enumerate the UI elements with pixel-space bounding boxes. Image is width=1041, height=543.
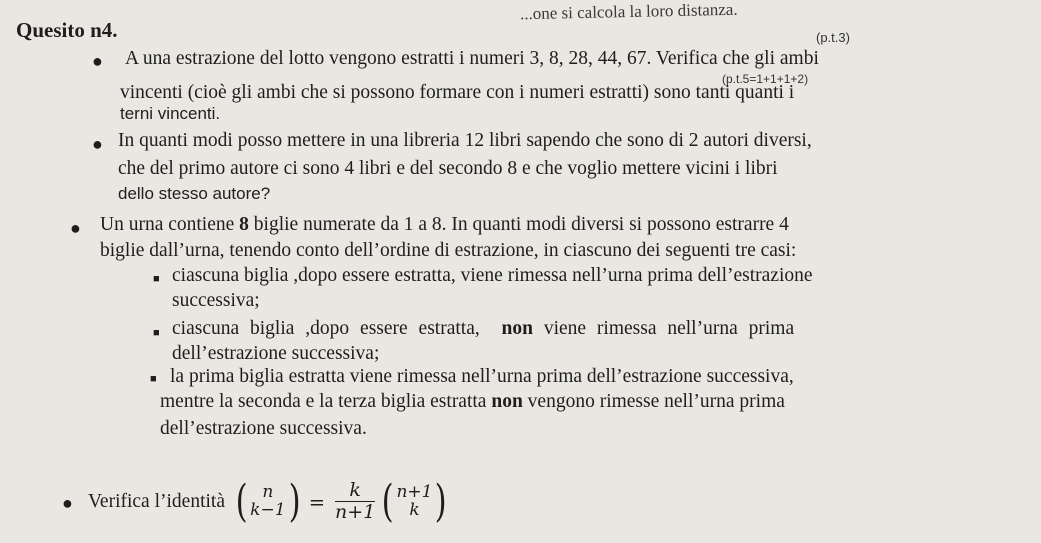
equals-sign: = [308,490,326,514]
binomial-rhs: ( n+1 k ) [381,476,448,527]
item2-line2: che del primo autore ci sono 4 libri e del secondo 8 e che voglio mettere vicini i libri [118,158,778,179]
case-b-line1: ciascuna biglia ,dopo essere estratta, non viene rimessa nell’urna prima [172,318,795,339]
item2-line1: In quanti modi posso mettere in una libreria 12 libri sapendo che sono di 2 autori diversi, [118,130,812,151]
case-c-line2: mentre la seconda e la terza biglia estratta non vengono rimesse nell’urna prima [160,391,785,412]
bullet-icon: ● [92,51,103,71]
cut-off-line: ...one si calcola la loro distanza. [519,0,738,24]
item1-line3: terni vincenti. [120,104,221,123]
square-bullet-icon: ■ [153,273,160,285]
points-breakdown: (p.t.5=1+1+1+2) [722,72,809,86]
case-c-line3: dell’estrazione successiva. [160,418,367,439]
item2-line3: dello stesso autore? [118,184,271,203]
item1-line2: vincenti (cioè gli ambi che si possono formare con i numeri estratti) sono tanti quanti i [120,82,795,103]
item3-line2: biglie dall’urna, tenendo conto dell’ordine di estrazione, in ciascuno dei seguenti tre casi: [100,240,797,261]
question-title: Quesito n4. [16,18,118,42]
square-bullet-icon: ■ [150,373,157,385]
case-b-line2: dell’estrazione successiva; [172,343,380,364]
fraction: $\frac{k}{n+1}$ [335,479,376,524]
square-bullet-icon: ■ [153,327,160,339]
item1-line1: A una estrazione del lotto vengono estratti i numeri 3, 8, 28, 44, 67. Verifica che gli ambi [125,48,819,69]
identity-text: Verifica l’identità [88,491,225,512]
case-a-line2: successiva; [172,290,260,311]
bullet-icon: ● [62,493,73,513]
bullet-icon: ● [92,134,103,154]
binomial-lhs: ( n k−1 ) [235,476,301,527]
case-a-line1: ciascuna biglia ,dopo essere estratta, viene rimessa nell’urna prima dell’estrazione [172,265,813,286]
case-c-line1: la prima biglia estratta viene rimessa nell’urna prima dell’estrazione successiva, [170,366,794,387]
points-label: (p.t.3) [816,30,850,45]
identity-line [88,472,450,532]
bullet-icon: ● [70,218,81,238]
item3-line1: Un urna contiene 8 biglie numerate da 1 a 8. In quanti modi diversi si possono estrarre 4 [100,214,789,235]
